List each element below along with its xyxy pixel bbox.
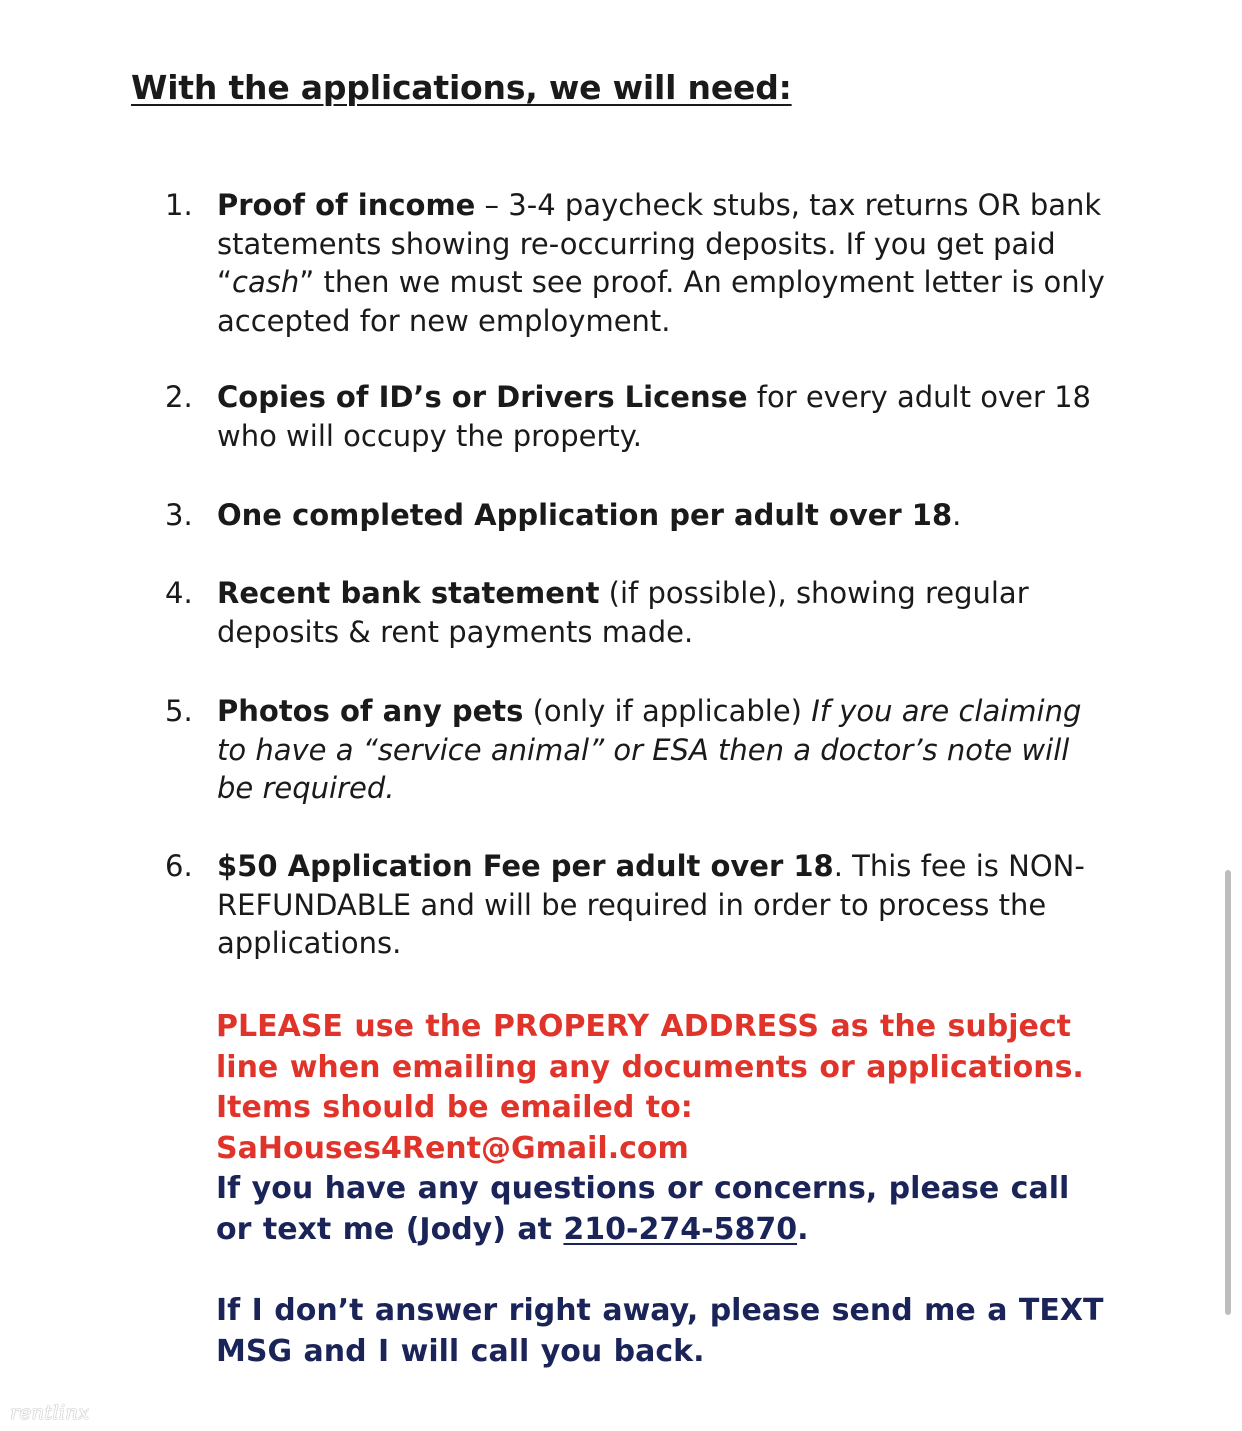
email-instructions-text: PLEASE use the PROPERY ADDRESS as the subject line when emailing any documents or applications. Items should be emailed to: [216,1009,1084,1125]
item-number: 4. [165,576,193,610]
contact-instructions-end: . [797,1211,809,1247]
item-number: 1. [165,188,193,222]
item-number: 2. [165,380,193,414]
item-body [217,378,1107,455]
item-title: One completed Application per adult over 18 [217,498,953,532]
item-title: Recent bank statement [217,576,600,610]
item-text-continued: ” then we must see proof. An employment letter is only accepted for new employment. [217,265,1105,338]
contact-instructions-text: If you have any questions or concerns, please call or text me (Jody) at [216,1171,1070,1247]
item-number: 6. [165,849,193,883]
contact-instructions [216,1169,1116,1250]
item-text: – 3-4 paycheck stubs, tax returns OR bank statements showing re-occurring deposits. If you get paid “ [217,188,1102,299]
item-text: for every adult over 18 who will occupy the property. [217,380,1091,453]
item-title: Photos of any pets [217,694,524,728]
item-text: . This fee is NON-REFUNDABLE and will be required in order to process the applications. [217,849,1085,960]
item-number: 3. [165,498,193,532]
phone-number-link[interactable]: 210-274-5870 [563,1211,798,1247]
item-title: Proof of income [217,188,476,222]
item-body [217,692,1107,808]
email-instructions [216,1007,1116,1169]
page-heading: With the applications, we will need: [131,68,792,107]
item-number: 5. [165,694,193,728]
item-text: . [952,498,962,532]
item-text: (if possible), showing regular deposits & rent payments made. [217,576,1029,649]
item-title: Copies of ID’s or Drivers License [217,380,748,414]
email-address: SaHouses4Rent@Gmail.com [216,1130,689,1166]
item-title: $50 Application Fee per adult over 18 [217,849,834,883]
text-message-instructions: If I don’t answer right away, please send me a TEXT MSG and I will call you back. [216,1293,1104,1369]
item-text: (only if applicable) [523,694,812,728]
item-italic-text: cash [232,265,300,299]
item-body [217,574,1107,651]
rentlinx-watermark: rentlinx [10,1400,90,1424]
vertical-scrollbar[interactable] [1225,870,1231,1315]
item-body [217,847,1107,963]
item-italic-text: If you are claiming to have a “service animal” or ESA then a doctor’s note will be required. [217,694,1082,805]
item-body [217,496,1107,535]
item-body [217,186,1107,340]
